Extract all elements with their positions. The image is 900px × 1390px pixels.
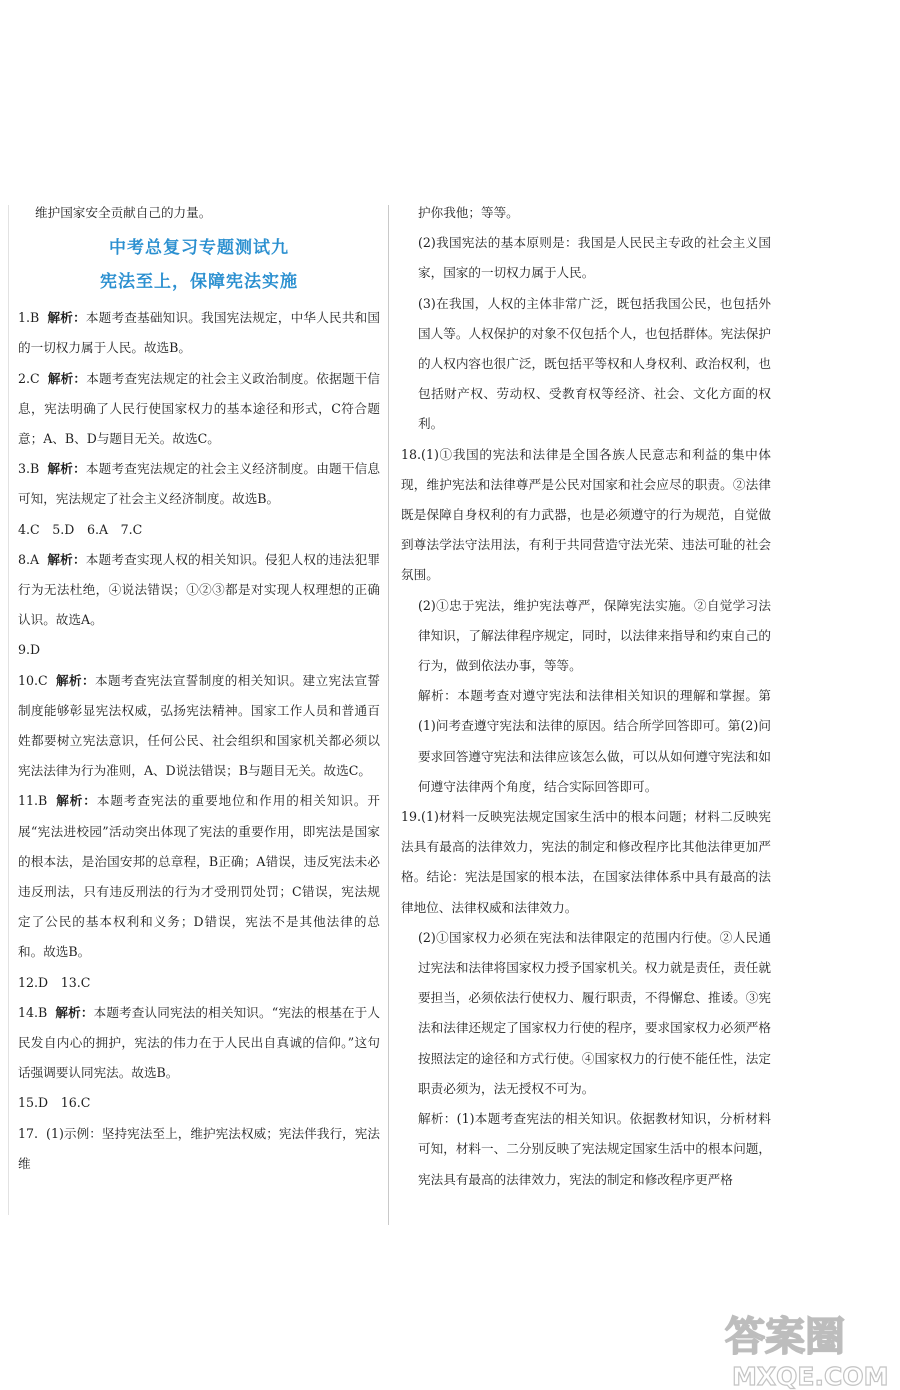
intro-line: 维护国家安全贡献自己的力量。 [35,205,212,220]
answer-paragraph: 19.(1)材料一反映宪法规定国家生活中的根本问题；材料二反映宪法具有最高的法律效力，宪法的制定和修改程序比其他法律更加严格。结论：宪法是国家的根本法，在国家法律体系中具有最高的法律地位、法律权威和法律效力。 [401,809,771,915]
answer-item [18,1088,380,1118]
answer-paragraph: 解析：(1)本题考查宪法的相关知识。依据教材知识，分析材料可知，材料一、二分别反映了宪法规定国家生活中的根本问题，宪法具有最高的法律效力，宪法的制定和修改程序更严格 [418,1111,771,1187]
answer-item [18,998,380,1089]
answer-paragraph: (2)我国宪法的基本原则是：我国是人民民主专政的社会主义国家，国家的一切权力属于人民。 [418,235,771,281]
answer-text: 本题考查实现人权的相关知识。侵犯人权的违法犯罪行为无法杜绝，④说法错误；①②③都是对实现人权理想的正确认识。故选A。 [18,551,381,628]
analysis-label: 解析： [47,310,86,326]
answer-paragraph: (2)①国家权力必须在宪法和法律限定的范围内行使。②人民通过宪法和法律将国家权力授予国家机关。权力就是责任，责任就要担当，必须依法行使权力、履行职责，不得懈怠、推诿。③宪法和法律还规定了国家权力行使的程序，要求国家权力必须严格按照法定的途径和方式行使。④国家权力的行使不能任性，法定职责必须为，法无授权不可为。 [418,929,771,1096]
answer-number: 14.B [18,1004,48,1020]
answer-number: 4.C 5.D 6.A 7.C [18,521,143,537]
answer-item [18,968,380,998]
watermark-text: 答案圈 [725,1314,845,1360]
answer-text: 本题考查基础知识。我国宪法规定，中华人民共和国的一切权力属于人民。故选B。 [18,310,380,356]
answer-paragraph: 18.(1)①我国的宪法和法律是全国各族人民意志和利益的集中体现，维护宪法和法律尊严是公民对国家和社会应尽的职责。②法律既是保障自身权利的有力武器，也是必须遵守的行为规范，自觉做到尊法学法守法用法，有利于共同营造守法光荣、违法可耻的社会氛围。 [401,446,771,583]
answer-number: 11.B [18,793,48,809]
analysis-label: 解析： [47,461,86,477]
answer-paragraphs [401,198,771,1195]
answer-item [18,786,380,967]
section-subtitle: 宪法至上，保障宪法实施 [100,272,298,293]
answer-paragraph: 解析：本题考查对遵守宪法和法律相关知识的理解和掌握。第(1)问考查遵守宪法和法律的原因。结合所学回答即可。第(2)问要求回答遵守宪法和法律应该怎么做，可以从如何遵守宪法和如何遵守法律两个角度，结合实际回答即可。 [418,688,771,794]
answer-text: 本题考查认同宪法的相关知识。“宪法的根基在于人民发自内心的拥护，宪法的伟力在于人民出自真诚的信仰。”这句话强调要认同宪法。故选B。 [18,1004,380,1081]
answer-list [18,303,380,1179]
answer-text: (1)示例：坚持宪法至上，维护宪法权威；宪法伴我行，宪法维 [18,1125,380,1171]
answer-item [18,515,380,545]
answer-text: 本题考查宪法的重要地位和作用的相关知识。开展“宪法进校园”活动突出体现了宪法的重要作用，即宪法是国家的根本法，是治国安邦的总章程，B正确；A错误，违反宪法未必违反刑法，只有违反刑法的行为才受刑罚处罚；C错误，宪法规定了公民的基本权利和义务；D错误，宪法不是其他法律的总和。故选B。 [18,793,381,960]
analysis-label: 解析： [55,1004,94,1020]
page-edge-line [8,205,9,1215]
answer-number: 15.D 16.C [18,1095,91,1111]
answer-number: 12.D 13.C [18,974,91,990]
answer-number: 2.C [18,370,40,386]
answer-number: 3.B [18,461,40,477]
answer-text: 本题考查宪法规定的社会主义政治制度。依据题干信息，宪法明确了人民行使国家权力的基本途径和形式，C符合题意；A、B、D与题目无关。故选C。 [18,370,381,447]
answer-item [18,303,380,363]
answer-item [18,454,380,514]
answer-number: 9.D [18,642,41,658]
answer-number: 10.C [18,672,48,688]
answer-item [18,364,380,455]
analysis-label: 解析： [47,370,87,386]
analysis-label: 解析： [55,672,95,688]
answer-text: 本题考查宪法宣誓制度的相关知识。建立宪法宣誓制度能够彰显宪法权威，弘扬宪法精神。国家工作人员和普通百姓都要树立宪法意识，任何公民、社会组织和国家机关都必须以宪法法律为行为准则，A、D说法错误；B与题目无关。故选C。 [18,672,381,779]
answer-item [18,545,380,636]
right-column [401,198,771,1195]
answer-text: 本题考查宪法规定的社会主义经济制度。由题干信息可知，宪法规定了社会主义经济制度。故选B。 [18,461,380,507]
answer-item [18,666,380,787]
answer-number: 1.B [18,310,40,326]
answer-paragraph: 护你我他；等等。 [418,205,519,220]
section-title: 中考总复习专题测试九 [109,238,289,259]
watermark-logo [720,1305,895,1390]
answer-item [18,635,380,665]
answer-number: 8.A [18,551,40,567]
watermark-url: MXQE.COM [732,1362,889,1390]
analysis-label: 解析： [47,551,86,567]
answer-paragraph: (3)在我国，人权的主体非常广泛，既包括我国公民，也包括外国人等。人权保护的对象不仅包括个人，也包括群体。宪法保护的人权内容也很广泛，既包括平等权和人身权利、政治权利，也包括财产权、劳动权、受教育权等经济、社会、文化方面的权利。 [418,295,771,432]
answer-number: 17. [18,1125,39,1141]
analysis-label: 解析： [55,793,97,809]
answer-item [18,1119,380,1179]
column-divider [388,205,389,1225]
answer-paragraph: (2)①忠于宪法，维护宪法尊严，保障宪法实施。②自觉学习法律知识，了解法律程序规定，同时，以法律来指导和约束自己的行为，做到依法办事，等等。 [418,597,771,674]
left-column [18,198,380,1179]
